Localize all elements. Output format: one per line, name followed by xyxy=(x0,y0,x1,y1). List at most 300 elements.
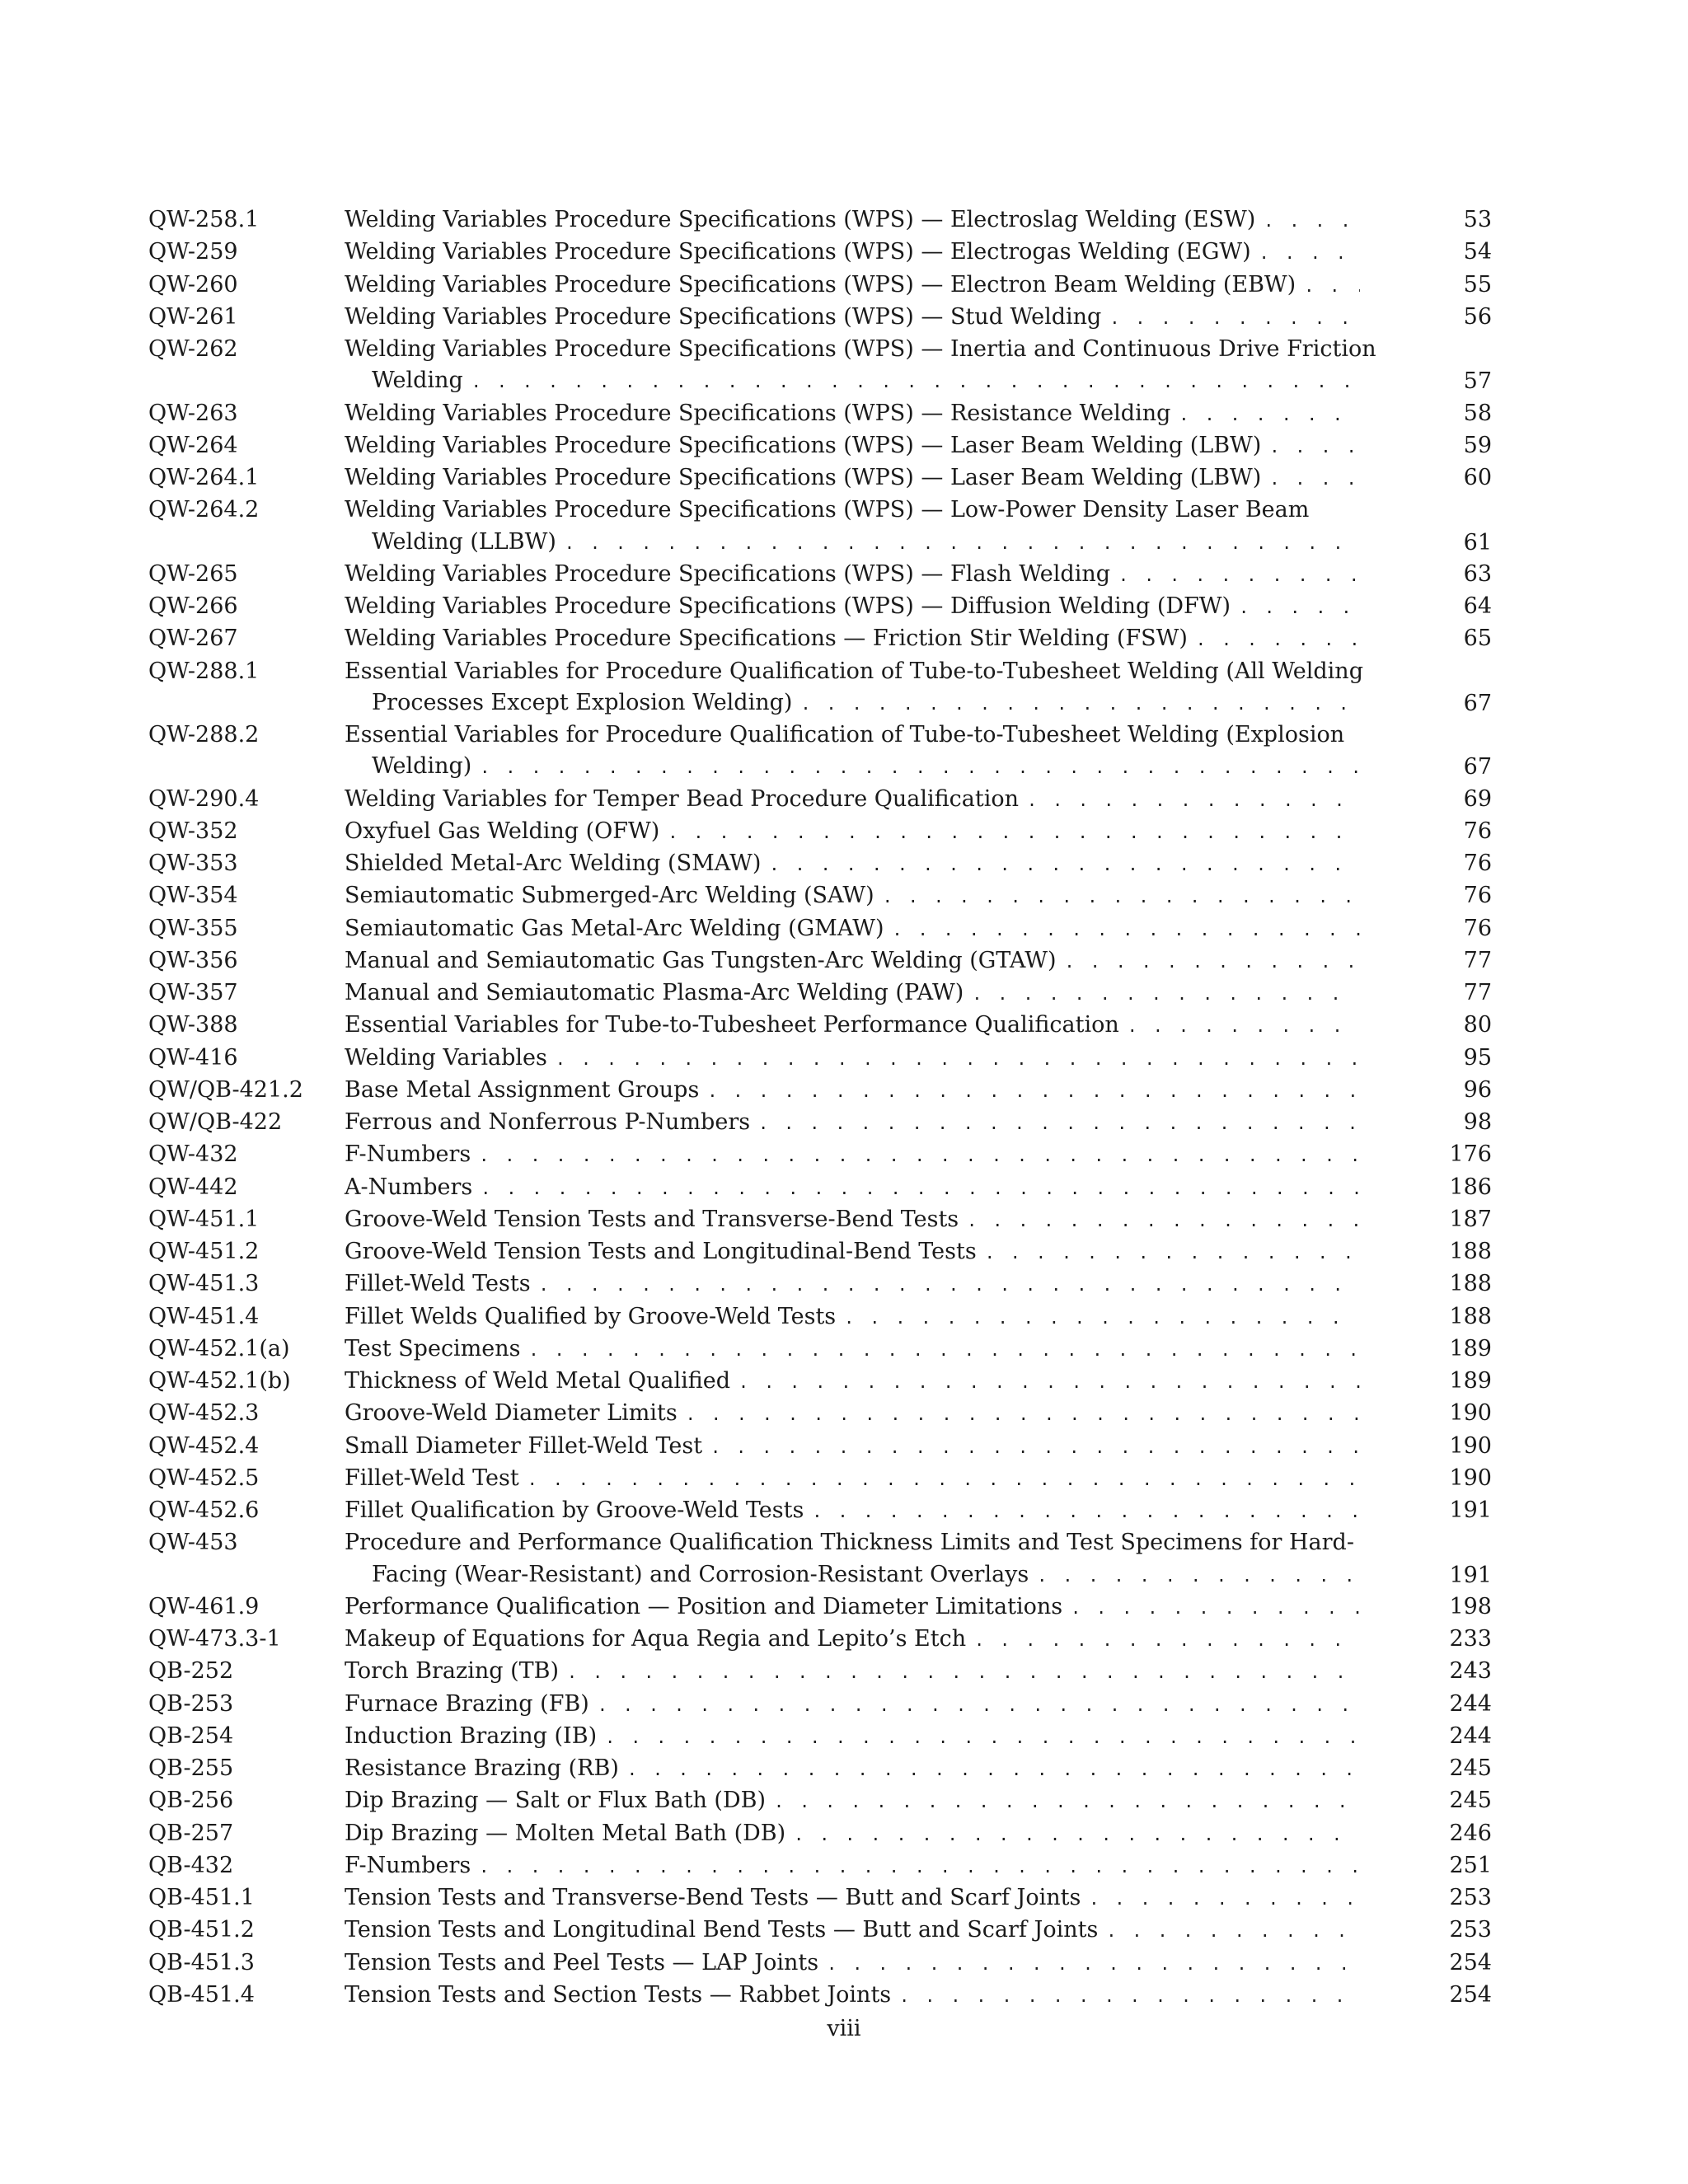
toc-entry-page-number: 188 xyxy=(1449,1239,1492,1264)
toc-entry[interactable] xyxy=(148,1366,1492,1398)
toc-entry-code: QW-451.1 xyxy=(148,1206,260,1232)
dot-leader xyxy=(1027,785,1360,816)
toc-entry[interactable] xyxy=(148,913,1492,945)
toc-entry-title xyxy=(345,1366,1360,1398)
toc-entry[interactable] xyxy=(148,1882,1492,1915)
dot-leader xyxy=(1239,592,1360,623)
toc-entry-title xyxy=(345,1010,1360,1042)
toc-entry-page-number: 67 xyxy=(1463,690,1492,716)
toc-entry-title xyxy=(345,1753,1360,1785)
dot-leader xyxy=(528,1464,1360,1495)
toc-entry-page-number: 64 xyxy=(1463,593,1492,619)
toc-entry[interactable] xyxy=(148,1107,1492,1139)
toc-entry-page-number: 95 xyxy=(1463,1044,1492,1071)
toc-entry-title-text: Base Metal Assignment Groups xyxy=(345,1076,700,1103)
toc-entry[interactable] xyxy=(148,656,1492,720)
toc-entry-code: QW-452.5 xyxy=(148,1465,260,1491)
toc-entry-page-number: 191 xyxy=(1449,1497,1492,1523)
toc-entry-title-text: Performance Qualification — Position and Diameter Limitations xyxy=(345,1593,1063,1619)
toc-entry-page-number: 188 xyxy=(1449,1303,1492,1329)
toc-entry-title-text: Welding Variables for Temper Bead Procedure Qualification xyxy=(345,785,1020,812)
toc-entry[interactable] xyxy=(148,1527,1492,1591)
toc-entry[interactable] xyxy=(148,1980,1492,2012)
dot-leader xyxy=(1269,431,1360,462)
toc-entry-page-number: 253 xyxy=(1449,1885,1492,1910)
toc-entry-page-number: 57 xyxy=(1463,368,1492,395)
toc-entry-title xyxy=(345,1043,1360,1075)
toc-entry-page-number: 77 xyxy=(1463,980,1492,1005)
dot-leader xyxy=(794,1819,1360,1850)
dot-leader xyxy=(758,1108,1360,1139)
toc-entry[interactable] xyxy=(148,945,1492,977)
toc-entry-code: QW-357 xyxy=(148,980,238,1005)
dot-leader xyxy=(668,817,1360,848)
toc-entry-page-number: 186 xyxy=(1449,1174,1492,1200)
toc-entry-page-number: 76 xyxy=(1463,883,1492,909)
toc-entry-page-number: 245 xyxy=(1449,1755,1492,1781)
toc-entry[interactable] xyxy=(148,302,1492,334)
toc-entry[interactable] xyxy=(148,977,1492,1010)
dot-leader xyxy=(556,1043,1360,1075)
toc-entry-code: QB-451.3 xyxy=(148,1949,255,1975)
toc-entry-page-number: 77 xyxy=(1463,947,1492,973)
toc-entry-title-text: Manual and Semiautomatic Plasma-Arc Welding (PAW) xyxy=(345,980,964,1005)
dot-leader xyxy=(707,1076,1360,1107)
toc-entry-page-number: 59 xyxy=(1463,432,1492,458)
toc-entry-title-text: Ferrous and Nonferrous P-Numbers xyxy=(345,1109,751,1135)
toc-entry-page-number: 189 xyxy=(1449,1368,1492,1394)
toc-entry[interactable] xyxy=(148,1495,1492,1527)
toc-entry[interactable] xyxy=(148,1721,1492,1753)
toc-entry-title-text: Essential Variables for Procedure Qualification of Tube-to-Tubesheet Welding (All Welding xyxy=(345,658,1363,684)
toc-entry-title-text: Welding Variables Procedure Specifications — Friction Stir Welding (FSW) xyxy=(345,626,1188,652)
toc-entry[interactable] xyxy=(148,623,1492,655)
toc-entry-page-number: 254 xyxy=(1449,1981,1492,2008)
toc-entry-title-text: Welding Variables Procedure Specifications (WPS) — Laser Beam Welding (LBW) xyxy=(345,432,1262,458)
toc-entry-code: QW/QB-422 xyxy=(148,1109,283,1135)
toc-entry-title-text: Test Specimens xyxy=(345,1335,521,1361)
toc-entry-page-number: 191 xyxy=(1449,1562,1492,1588)
toc-entry-title xyxy=(345,398,1360,430)
dot-leader xyxy=(893,914,1360,945)
toc-entry-code: QW-461.9 xyxy=(148,1593,260,1619)
toc-entry[interactable] xyxy=(148,848,1492,880)
dot-leader xyxy=(1106,1915,1360,1947)
toc-entry-page-number: 63 xyxy=(1463,560,1492,587)
toc-entry-code: QW-452.1(b) xyxy=(148,1368,291,1394)
dot-leader xyxy=(883,881,1360,912)
toc-entry-title-text: Welding Variables Procedure Specifications (WPS) — Low-Power Density Laser Beam xyxy=(345,497,1310,523)
toc-entry-page-number: 176 xyxy=(1449,1141,1492,1168)
toc-entry-page-number: 245 xyxy=(1449,1788,1492,1814)
toc-entry-code: QW-451.3 xyxy=(148,1271,260,1297)
toc-entry-title-text: Welding Variables Procedure Specifications (WPS) — Electroslag Welding (ESW) xyxy=(345,207,1256,232)
toc-entry-title xyxy=(345,559,1360,591)
dot-leader xyxy=(481,1173,1360,1204)
toc-entry-page-number: 76 xyxy=(1463,851,1492,876)
toc-entry-title-text: Dip Brazing — Salt or Flux Bath (DB) xyxy=(345,1788,766,1814)
toc-entry-title-text: Makeup of Equations for Aqua Regia and Lepito’s Etch xyxy=(345,1626,967,1652)
dot-leader xyxy=(1259,237,1360,269)
table-of-contents-list xyxy=(148,204,1492,2012)
toc-entry-title-text: Groove-Weld Tension Tests and Transverse-Bend Tests xyxy=(345,1206,959,1232)
toc-entry-title xyxy=(345,591,1360,623)
toc-entry-code: QW-452.6 xyxy=(148,1497,260,1523)
toc-entry-title xyxy=(345,1107,1360,1139)
dot-leader xyxy=(598,1690,1360,1721)
dot-leader xyxy=(605,1722,1360,1753)
toc-entry-title-text: Furnace Brazing (FB) xyxy=(345,1690,589,1717)
dot-leader xyxy=(974,1624,1360,1656)
toc-entry-page-number: 60 xyxy=(1463,465,1492,490)
toc-entry-code: QW-354 xyxy=(148,883,238,909)
dot-leader xyxy=(972,978,1360,1010)
toc-entry-code: QB-256 xyxy=(148,1788,234,1814)
toc-entry[interactable] xyxy=(148,1463,1492,1495)
toc-entry-code: QW-264.2 xyxy=(148,497,260,523)
toc-entry-title xyxy=(345,334,1376,398)
toc-entry-title-text: Essential Variables for Procedure Qualification of Tube-to-Tubesheet Welding (Explosion xyxy=(345,722,1345,748)
toc-entry-title xyxy=(345,430,1360,462)
toc-entry-title-text: Welding xyxy=(372,368,463,394)
toc-entry-title-text: A-Numbers xyxy=(345,1174,473,1200)
toc-entry-page-number: 58 xyxy=(1463,400,1492,426)
toc-entry-code: QW-262 xyxy=(148,336,238,362)
toc-entry-title xyxy=(345,1333,1360,1366)
dot-leader xyxy=(480,752,1360,783)
toc-entry[interactable] xyxy=(148,398,1492,430)
toc-entry-title-text: Tension Tests and Longitudinal Bend Tests — Butt and Scarf Joints xyxy=(345,1917,1099,1943)
toc-entry-title-text: Welding Variables Procedure Specifications (WPS) — Stud Welding xyxy=(345,303,1102,330)
dot-leader xyxy=(738,1366,1360,1398)
toc-entry[interactable] xyxy=(148,880,1492,912)
toc-entry-title-text: Procedure and Performance Qualification Thickness Limits and Test Specimens for Hard- xyxy=(345,1530,1354,1556)
toc-entry-title-text: Welding Variables Procedure Specifications (WPS) — Laser Beam Welding (LBW) xyxy=(345,465,1262,490)
toc-entry-title-text: Oxyfuel Gas Welding (OFW) xyxy=(345,818,660,844)
toc-entry-code: QW-263 xyxy=(148,400,238,426)
toc-entry[interactable] xyxy=(148,494,1492,559)
toc-entry-code: QW-432 xyxy=(148,1141,238,1168)
dot-leader xyxy=(686,1399,1360,1430)
toc-entry-title xyxy=(345,1527,1360,1591)
toc-entry[interactable] xyxy=(148,1624,1492,1656)
toc-entry[interactable] xyxy=(148,591,1492,623)
toc-entry-code: QW-264.1 xyxy=(148,465,260,490)
toc-entry-title xyxy=(345,302,1360,334)
page-number-footer: viii xyxy=(827,2016,861,2041)
toc-entry[interactable] xyxy=(148,784,1492,816)
toc-entry-code: QW-288.1 xyxy=(148,658,260,684)
dot-leader xyxy=(967,1205,1360,1236)
toc-entry-title xyxy=(345,1882,1360,1915)
dot-leader xyxy=(471,366,1360,397)
toc-entry-title xyxy=(345,269,1360,302)
toc-entry-code: QW-288.2 xyxy=(148,722,260,748)
dot-leader xyxy=(827,1948,1360,1980)
dot-leader xyxy=(1128,1010,1360,1042)
dot-leader xyxy=(710,1432,1360,1463)
toc-entry[interactable] xyxy=(148,1268,1492,1301)
toc-entry-title-text: Fillet Welds Qualified by Groove-Weld Tests xyxy=(345,1303,837,1329)
toc-entry-code: QW-451.4 xyxy=(148,1303,260,1329)
toc-entry[interactable] xyxy=(148,1656,1492,1688)
toc-entry-title xyxy=(345,1656,1360,1688)
toc-entry-title-text: Welding) xyxy=(372,753,472,780)
toc-entry-title xyxy=(345,1591,1360,1624)
toc-entry-page-number: 251 xyxy=(1449,1852,1492,1878)
dot-leader xyxy=(627,1754,1360,1785)
toc-entry-title xyxy=(345,1624,1360,1656)
dot-leader xyxy=(479,1851,1360,1882)
toc-entry[interactable] xyxy=(148,204,1492,237)
dot-leader xyxy=(529,1334,1360,1366)
dot-leader xyxy=(1109,302,1360,334)
toc-entry-title xyxy=(345,719,1360,784)
toc-entry-title xyxy=(345,977,1360,1010)
toc-entry-title xyxy=(345,945,1360,977)
toc-entry-page-number: 244 xyxy=(1449,1722,1492,1749)
dot-leader xyxy=(1179,399,1360,430)
toc-entry-code: QB-253 xyxy=(148,1690,234,1717)
toc-entry-code: QW-356 xyxy=(148,947,238,973)
toc-entry-title-text: Welding Variables Procedure Specifications (WPS) — Electrogas Welding (EGW) xyxy=(345,239,1251,265)
toc-entry-page-number: 253 xyxy=(1449,1917,1492,1943)
toc-entry-title xyxy=(345,1236,1360,1268)
toc-entry[interactable] xyxy=(148,1947,1492,1980)
toc-entry-title xyxy=(345,623,1360,655)
toc-entry[interactable] xyxy=(148,462,1492,494)
toc-entry[interactable] xyxy=(148,1333,1492,1366)
toc-entry-title xyxy=(345,1301,1360,1333)
dot-leader xyxy=(899,1980,1360,2012)
toc-entry-title xyxy=(345,816,1360,848)
toc-entry-page-number: 67 xyxy=(1463,754,1492,780)
toc-entry-title xyxy=(345,1721,1360,1753)
toc-entry[interactable] xyxy=(148,1010,1492,1042)
toc-entry-page-number: 98 xyxy=(1463,1109,1492,1135)
toc-entry-title-text: Fillet Qualification by Groove-Weld Tests xyxy=(345,1497,804,1523)
dot-leader xyxy=(1196,624,1360,655)
toc-entry-title-text: Induction Brazing (IB) xyxy=(345,1722,598,1749)
dot-leader xyxy=(769,849,1360,880)
toc-entry-title xyxy=(345,784,1360,816)
toc-entry-code: QW-388 xyxy=(148,1012,238,1038)
toc-entry-code: QW-267 xyxy=(148,626,238,652)
toc-entry[interactable] xyxy=(148,1431,1492,1463)
toc-entry-code: QW-290.4 xyxy=(148,785,260,812)
toc-entry-page-number: 55 xyxy=(1463,271,1492,298)
toc-entry-title xyxy=(345,237,1360,269)
toc-entry-title xyxy=(345,1139,1360,1171)
toc-entry-title-text: Welding Variables Procedure Specifications (WPS) — Inertia and Continuous Drive Friction xyxy=(345,336,1376,362)
toc-entry-title-text: F-Numbers xyxy=(345,1852,471,1878)
toc-entry-title-text: Tension Tests and Peel Tests — LAP Joints xyxy=(345,1949,819,1975)
toc-entry-title-text: Essential Variables for Tube-to-Tubesheet Performance Qualification xyxy=(345,1012,1119,1038)
toc-entry-title-text: Welding (LLBW) xyxy=(372,528,556,555)
toc-entry[interactable] xyxy=(148,1591,1492,1624)
toc-entry-code: QW-452.4 xyxy=(148,1432,260,1459)
toc-entry-code: QB-451.1 xyxy=(148,1885,255,1910)
toc-entry-title-text: Resistance Brazing (RB) xyxy=(345,1755,619,1781)
toc-entry-title-text: Processes Except Explosion Welding) xyxy=(372,689,793,715)
dot-leader xyxy=(1071,1592,1360,1624)
dot-leader xyxy=(567,1657,1360,1688)
toc-entry-code: QW-442 xyxy=(148,1174,238,1200)
dot-leader xyxy=(1089,1883,1360,1915)
toc-entry[interactable] xyxy=(148,1301,1492,1333)
toc-entry-title-text: Shielded Metal-Arc Welding (SMAW) xyxy=(345,851,762,876)
toc-entry[interactable] xyxy=(148,237,1492,269)
toc-entry-title-text: Small Diameter Fillet-Weld Test xyxy=(345,1432,703,1459)
toc-entry-title-text: Torch Brazing (TB) xyxy=(345,1658,560,1685)
toc-entry-page-number: 198 xyxy=(1449,1593,1492,1619)
toc-entry[interactable] xyxy=(148,334,1492,398)
toc-entry-title xyxy=(345,1204,1360,1236)
toc-entry-code: QW-259 xyxy=(148,239,238,265)
toc-entry-page-number: 69 xyxy=(1463,785,1492,812)
toc-entry-title-text: Welding Variables Procedure Specifications (WPS) — Flash Welding xyxy=(345,560,1111,587)
toc-entry-code: QW-258.1 xyxy=(148,207,260,232)
toc-entry[interactable] xyxy=(148,816,1492,848)
toc-entry-title-text: Welding Variables Procedure Specifications (WPS) — Resistance Welding xyxy=(345,400,1171,426)
toc-entry-title xyxy=(345,656,1363,720)
toc-entry-code: QW-453 xyxy=(148,1530,238,1556)
toc-entry-page-number: 76 xyxy=(1463,915,1492,941)
toc-entry-page-number: 187 xyxy=(1449,1206,1492,1232)
dot-leader xyxy=(539,1269,1360,1301)
toc-entry-title-text: Fillet-Weld Test xyxy=(345,1465,519,1491)
toc-entry-code: QW-451.2 xyxy=(148,1239,260,1264)
toc-entry-title-text: Semiautomatic Gas Metal-Arc Welding (GMAW) xyxy=(345,915,884,941)
toc-entry-page-number: 246 xyxy=(1449,1820,1492,1846)
toc-entry[interactable] xyxy=(148,1785,1492,1817)
toc-entry[interactable] xyxy=(148,1689,1492,1721)
toc-entry[interactable] xyxy=(148,1043,1492,1075)
toc-entry-page-number: 190 xyxy=(1449,1400,1492,1427)
toc-entry-title-text: Welding Variables xyxy=(345,1044,547,1071)
toc-entry-title xyxy=(345,913,1360,945)
toc-entry[interactable] xyxy=(148,1204,1492,1236)
toc-entry-code: QW-416 xyxy=(148,1044,238,1071)
toc-entry[interactable] xyxy=(148,1139,1492,1171)
toc-entry-title-text: Semiautomatic Submerged-Arc Welding (SAW) xyxy=(345,883,874,909)
toc-entry-code: QB-252 xyxy=(148,1658,234,1685)
toc-entry-title-text: Groove-Weld Tension Tests and Longitudinal-Bend Tests xyxy=(345,1239,977,1264)
toc-entry[interactable] xyxy=(148,1818,1492,1850)
toc-entry-code: QB-432 xyxy=(148,1852,234,1878)
toc-entry-page-number: 190 xyxy=(1449,1432,1492,1459)
toc-entry[interactable] xyxy=(148,1172,1492,1204)
toc-entry[interactable] xyxy=(148,559,1492,591)
toc-entry[interactable] xyxy=(148,430,1492,462)
toc-entry-page-number: 56 xyxy=(1463,303,1492,330)
toc-entry-code: QW-353 xyxy=(148,851,238,876)
toc-entry-code: QW-261 xyxy=(148,303,238,330)
toc-entry-page-number: 233 xyxy=(1449,1626,1492,1652)
toc-entry-page-number: 243 xyxy=(1449,1658,1492,1685)
toc-entry-title-text: Dip Brazing — Molten Metal Bath (DB) xyxy=(345,1820,786,1846)
toc-entry-page-number: 254 xyxy=(1449,1949,1492,1975)
toc-entry-page-number: 53 xyxy=(1463,207,1492,232)
toc-entry[interactable] xyxy=(148,1915,1492,1947)
toc-entry-code: QB-451.2 xyxy=(148,1917,255,1943)
toc-entry-page-number: 189 xyxy=(1449,1335,1492,1361)
toc-entry-title xyxy=(345,1431,1360,1463)
toc-entry-code: QW-260 xyxy=(148,271,238,298)
toc-entry-page-number: 96 xyxy=(1463,1076,1492,1103)
toc-entry-code: QW-266 xyxy=(148,593,238,619)
toc-entry-page-number: 54 xyxy=(1463,239,1492,265)
toc-entry-title-text: Tension Tests and Transverse-Bend Tests — Butt and Scarf Joints xyxy=(345,1885,1081,1910)
toc-entry-page-number: 61 xyxy=(1463,529,1492,555)
toc-entry-code: QB-451.4 xyxy=(148,1981,255,2008)
toc-entry-code: QW/QB-421.2 xyxy=(148,1076,303,1103)
toc-entry-title xyxy=(345,1689,1360,1721)
dot-leader xyxy=(800,688,1360,719)
dot-leader xyxy=(565,527,1360,559)
toc-entry-title-text: Welding Variables Procedure Specifications (WPS) — Electron Beam Welding (EBW) xyxy=(345,271,1296,298)
dot-leader xyxy=(985,1237,1360,1268)
dot-leader xyxy=(1065,946,1360,977)
toc-entry-code: QB-255 xyxy=(148,1755,234,1781)
dot-leader xyxy=(812,1496,1360,1527)
toc-entry-title xyxy=(345,1947,1360,1980)
toc-entry-title-text: Facing (Wear-Resistant) and Corrosion-Resistant Overlays xyxy=(372,1561,1029,1587)
toc-entry-title xyxy=(345,1785,1360,1817)
toc-entry-title xyxy=(345,1268,1360,1301)
toc-entry-title xyxy=(345,1075,1360,1107)
toc-entry-code: QW-473.3-1 xyxy=(148,1626,281,1652)
toc-entry-title xyxy=(345,1818,1360,1850)
toc-entry[interactable] xyxy=(148,1398,1492,1430)
toc-entry-title xyxy=(345,1915,1360,1947)
toc-entry-title xyxy=(345,494,1360,559)
toc-entry-code: QW-265 xyxy=(148,560,238,587)
toc-entry[interactable] xyxy=(148,269,1492,302)
dot-leader xyxy=(479,1140,1360,1171)
toc-entry-page-number: 190 xyxy=(1449,1465,1492,1491)
toc-entry[interactable] xyxy=(148,1075,1492,1107)
dot-leader xyxy=(1118,560,1360,591)
dot-leader xyxy=(1037,1560,1360,1591)
toc-entry-page-number: 65 xyxy=(1463,626,1492,652)
toc-entry-code: QB-254 xyxy=(148,1722,234,1749)
toc-entry-code: QW-264 xyxy=(148,432,238,458)
toc-entry-title-text: Fillet-Weld Tests xyxy=(345,1271,531,1297)
toc-entry-page-number: 188 xyxy=(1449,1271,1492,1297)
toc-entry-title xyxy=(345,1398,1360,1430)
toc-entry-title xyxy=(345,204,1360,237)
toc-entry-title xyxy=(345,1495,1360,1527)
toc-entry[interactable] xyxy=(148,1753,1492,1785)
toc-entry-title xyxy=(345,1980,1360,2012)
toc-entry-title-text: Tension Tests and Section Tests — Rabbet Joints xyxy=(345,1981,892,2008)
toc-entry-code: QW-452.3 xyxy=(148,1400,260,1427)
toc-entry-page-number: 80 xyxy=(1463,1012,1492,1038)
toc-entry-title-text: F-Numbers xyxy=(345,1141,471,1168)
toc-entry-title xyxy=(345,1172,1360,1204)
dot-leader xyxy=(1304,270,1360,302)
toc-entry-title xyxy=(345,1463,1360,1495)
toc-entry-code: QW-452.1(a) xyxy=(148,1335,290,1361)
toc-entry-code: QW-352 xyxy=(148,818,238,844)
toc-entry-title-text: Groove-Weld Diameter Limits xyxy=(345,1400,678,1427)
toc-entry[interactable] xyxy=(148,1850,1492,1882)
toc-entry[interactable] xyxy=(148,1236,1492,1268)
toc-entry-page-number: 76 xyxy=(1463,818,1492,844)
toc-entry[interactable] xyxy=(148,719,1492,784)
toc-entry-title-text: Welding Variables Procedure Specifications (WPS) — Diffusion Welding (DFW) xyxy=(345,593,1231,619)
